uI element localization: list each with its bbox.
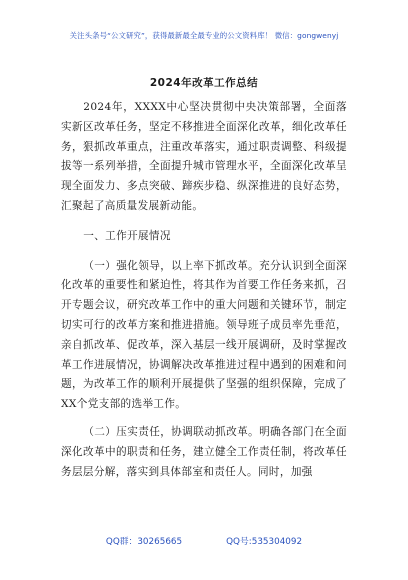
document-title: 2024年改革工作总结 — [149, 77, 259, 89]
section-paragraph-2: （二）压实责任，协调联动抓改革。明确各部门在全面深化改革中的职责和任务，建立健全工作责任制，将改革任务层层分解，落实到具体部室和责任人。同时，加强 — [61, 425, 347, 478]
header-notice: 关注头条号“公文研究”，获得最新最全最专业的公文资料库！ 微信：gongwenyj — [69, 31, 339, 40]
document-body — [61, 98, 347, 482]
footer-contact — [0, 534, 408, 547]
intro-paragraph: 2024年，XXXX中心坚决贯彻中央决策部署，全面落实新区改革任务，坚定不移推进全面深化改革，细化改革任务，狠抓改革重点，注重改革落实，通过职责调整、科级提拔等一系列举措，全面提升城市管理水平，全面深化改革呈现全面发力、多点突破、蹄疾步稳、纵深推进的良好态势，汇聚起了高质量发展新动能。 — [61, 101, 347, 212]
section-heading: 一、工作开展情况 — [83, 229, 171, 242]
footer-qq-number: QQ号:535304092 — [226, 537, 303, 547]
section-paragraph-1: （一）强化领导，以上率下抓改革。充分认识到全面深化改革的重要性和紧迫性，将其作为首要工作任务来抓，召开专题会议，研究改革工作中的重大问题和关键环节，制定切实可行的改革方案和推进措施。领导班子成员率先垂范，亲自抓改革、促改革，深入基层一线开展调研，及时掌握改革工作进展情况，协调解决改革推进过程中遇到的困难和问题，为改革工作的顺利开展提供了坚强的组织保障，完成了XX个党支部的选举工作。 — [61, 259, 347, 411]
footer-qq-group: QQ群：30265665 — [105, 537, 183, 547]
